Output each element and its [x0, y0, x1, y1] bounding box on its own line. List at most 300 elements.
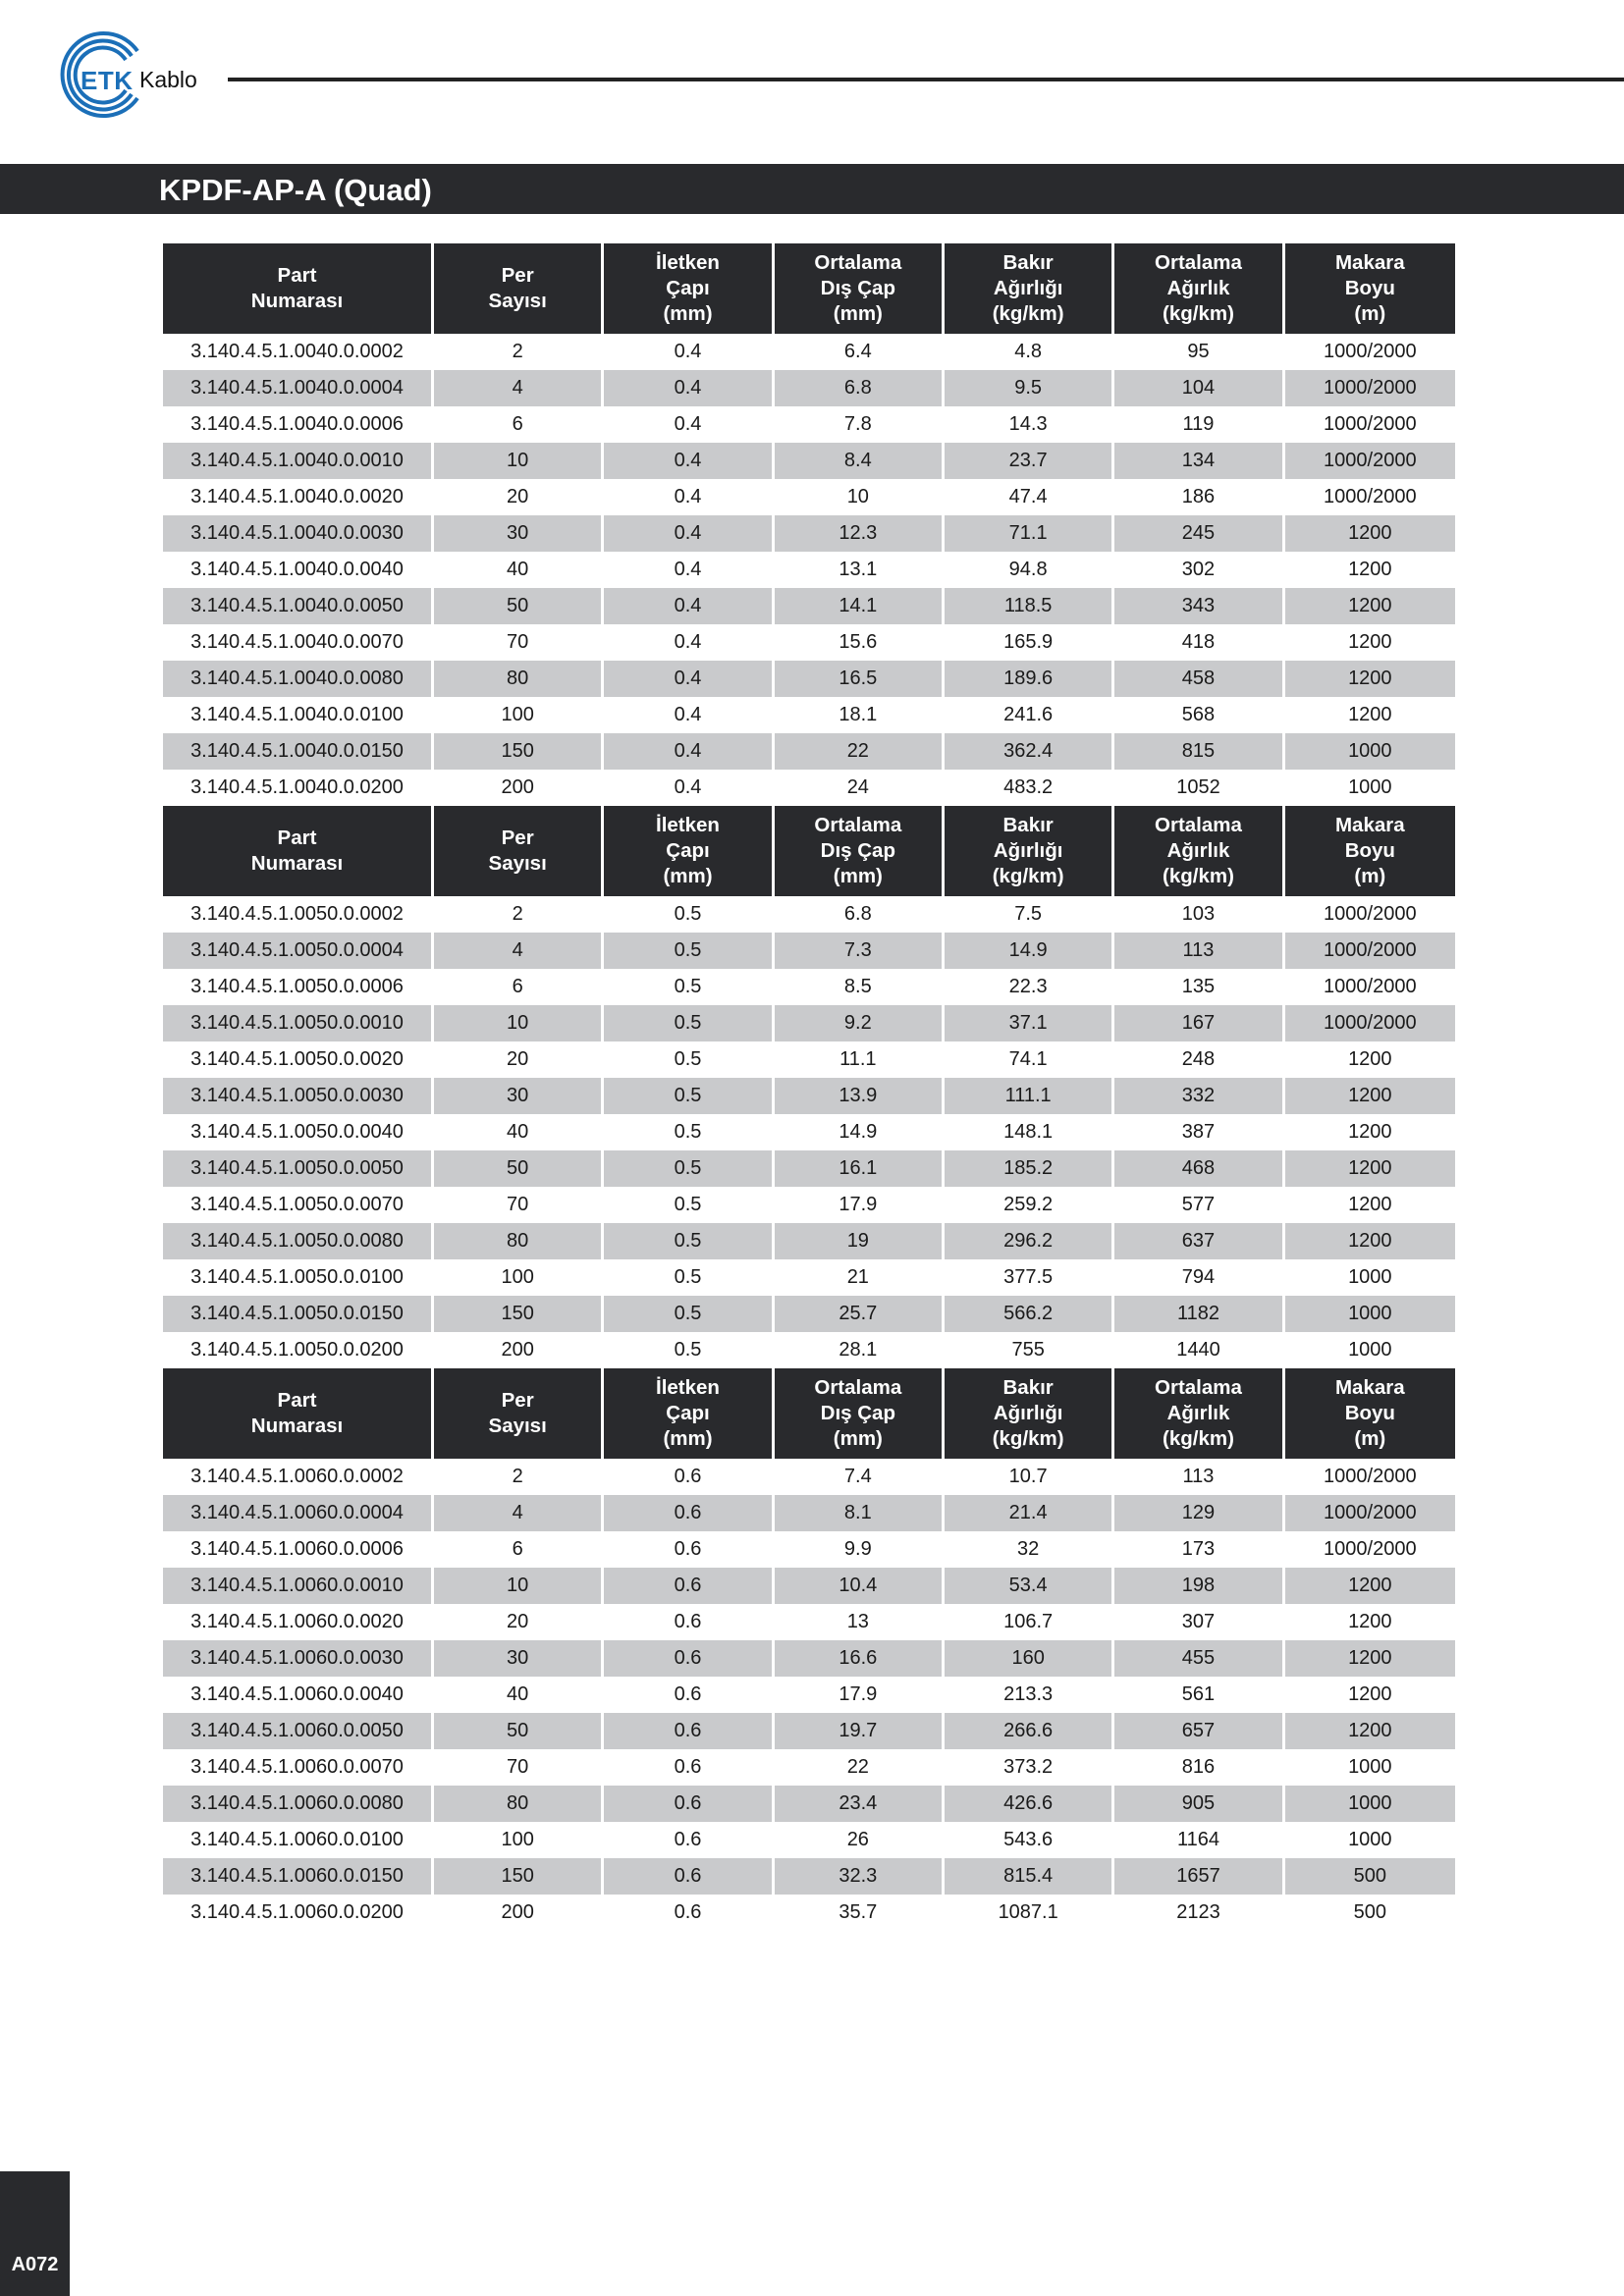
cell-avg-weight: 815 [1114, 733, 1284, 770]
column-header-pair-count [434, 243, 604, 334]
column-header-line: Ortalama [814, 814, 902, 836]
column-header-line: (kg/km) [992, 865, 1064, 887]
cell-part-number: 3.140.4.5.1.0060.0.0200 [163, 1895, 434, 1931]
cell-copper-weight: 14.3 [945, 406, 1114, 443]
cell-outer-diameter: 16.1 [775, 1150, 945, 1187]
cell-part-number: 3.140.4.5.1.0060.0.0006 [163, 1531, 434, 1568]
logo-name: Kablo [139, 67, 197, 92]
cell-conductor-diameter: 0.5 [604, 1114, 774, 1150]
cell-avg-weight: 113 [1114, 933, 1284, 969]
cell-pair-count: 150 [434, 1296, 604, 1332]
cell-pair-count: 6 [434, 969, 604, 1005]
cell-conductor-diameter: 0.6 [604, 1495, 774, 1531]
cell-reel-length: 1200 [1285, 515, 1455, 552]
column-header-line: (kg/km) [1163, 1427, 1234, 1450]
cell-outer-diameter: 19.7 [775, 1713, 945, 1749]
cell-pair-count: 150 [434, 733, 604, 770]
column-header-line: Dış Çap [820, 277, 895, 299]
column-header-line: İletken [656, 814, 720, 836]
column-header-copper-weight [945, 243, 1114, 334]
cell-outer-diameter: 22 [775, 733, 945, 770]
column-header-line: İletken [656, 1376, 720, 1399]
cell-pair-count: 200 [434, 1895, 604, 1931]
column-header-line: Ağırlık [1166, 277, 1230, 299]
table-row [163, 1332, 1455, 1368]
cell-part-number: 3.140.4.5.1.0040.0.0200 [163, 770, 434, 806]
cell-part-number: 3.140.4.5.1.0040.0.0030 [163, 515, 434, 552]
cell-avg-weight: 119 [1114, 406, 1284, 443]
cell-copper-weight: 241.6 [945, 697, 1114, 733]
cell-outer-diameter: 24 [775, 770, 945, 806]
cell-reel-length: 1200 [1285, 1568, 1455, 1604]
cell-reel-length: 1200 [1348, 1683, 1392, 1705]
column-header-line: İletken [656, 251, 720, 274]
cell-outer-diameter: 7.3 [775, 933, 945, 969]
cell-avg-weight: 104 [1114, 370, 1284, 406]
cell-reel-length: 1000/2000 [1324, 486, 1417, 507]
column-header-line: Makara [1334, 814, 1405, 836]
cell-part-number: 3.140.4.5.1.0060.0.0010 [163, 1568, 434, 1604]
column-header-line: Sayısı [488, 852, 547, 875]
cell-conductor-diameter: 0.4 [604, 697, 774, 733]
cell-outer-diameter: 32.3 [775, 1858, 945, 1895]
cell-reel-length: 1000/2000 [1285, 933, 1455, 969]
cell-pair-count: 30 [434, 1640, 604, 1677]
cell-pair-count: 100 [434, 697, 604, 733]
cell-part-number: 3.140.4.5.1.0040.0.0004 [163, 370, 434, 406]
column-header-part-number [163, 1368, 434, 1459]
column-header-line: Makara [1334, 1376, 1405, 1399]
cell-avg-weight: 103 [1114, 896, 1284, 933]
cell-avg-weight: 577 [1114, 1187, 1284, 1223]
column-header-line: Ortalama [814, 1376, 902, 1399]
cell-part-number: 3.140.4.5.1.0060.0.0030 [163, 1640, 434, 1677]
cell-copper-weight: 483.2 [945, 770, 1114, 806]
cell-part-number: 3.140.4.5.1.0050.0.0150 [163, 1296, 434, 1332]
column-header-line: Numarası [250, 290, 344, 312]
cell-avg-weight: 561 [1114, 1677, 1284, 1713]
cell-conductor-diameter: 0.5 [604, 1150, 774, 1187]
cell-avg-weight: 455 [1114, 1640, 1284, 1677]
table-row [163, 1259, 1455, 1296]
cell-outer-diameter: 8.4 [775, 443, 945, 479]
column-header-line: Dış Çap [820, 1402, 895, 1424]
table-row [163, 334, 1455, 370]
cell-outer-diameter: 13.1 [775, 552, 945, 588]
cell-reel-length: 1200 [1348, 1194, 1392, 1215]
cell-conductor-diameter: 0.5 [604, 1078, 774, 1114]
cell-part-number: 3.140.4.5.1.0060.0.0050 [163, 1713, 434, 1749]
cell-part-number: 3.140.4.5.1.0040.0.0100 [163, 697, 434, 733]
cell-pair-count: 80 [434, 1786, 604, 1822]
cell-conductor-diameter: 0.5 [604, 1005, 774, 1041]
column-header-avg-weight [1114, 806, 1284, 896]
table-row [163, 406, 1455, 443]
cell-copper-weight: 9.5 [945, 370, 1114, 406]
cell-conductor-diameter: 0.5 [604, 1041, 774, 1078]
cell-conductor-diameter: 0.6 [604, 1531, 774, 1568]
column-header-reel-length [1285, 243, 1455, 334]
column-header-conductor-diameter [604, 806, 774, 896]
cell-avg-weight: 343 [1114, 588, 1284, 624]
cell-pair-count: 2 [434, 896, 604, 933]
cell-outer-diameter: 16.5 [775, 661, 945, 697]
cell-avg-weight: 167 [1114, 1005, 1284, 1041]
column-header-outer-diameter [775, 1368, 945, 1459]
table-row [163, 1895, 1455, 1931]
cell-reel-length: 1200 [1348, 1611, 1392, 1632]
cell-avg-weight: 1440 [1114, 1332, 1284, 1368]
column-header-pair-count [434, 1368, 604, 1459]
column-header-copper-weight [945, 806, 1114, 896]
column-header-line: (m) [1354, 1427, 1386, 1450]
cell-outer-diameter: 9.9 [775, 1531, 945, 1568]
column-header-line: (kg/km) [1163, 302, 1234, 325]
cell-copper-weight: 14.9 [945, 933, 1114, 969]
cell-conductor-diameter: 0.4 [604, 733, 774, 770]
cell-pair-count: 70 [434, 1187, 604, 1223]
column-header-line: Bakır [1002, 814, 1054, 836]
cell-avg-weight: 568 [1114, 697, 1284, 733]
cell-pair-count: 10 [434, 443, 604, 479]
table-row [163, 1858, 1455, 1895]
table-row [163, 1041, 1455, 1078]
cell-avg-weight: 245 [1114, 515, 1284, 552]
column-header-copper-weight [945, 1368, 1114, 1459]
cell-pair-count: 10 [434, 1568, 604, 1604]
cell-part-number: 3.140.4.5.1.0050.0.0200 [163, 1332, 434, 1368]
table-row [163, 770, 1455, 806]
table-row [163, 1495, 1455, 1531]
column-header-conductor-diameter [604, 243, 774, 334]
cell-conductor-diameter: 0.6 [604, 1640, 774, 1677]
cell-avg-weight: 113 [1114, 1459, 1284, 1495]
cell-reel-length: 1200 [1348, 559, 1392, 580]
cell-avg-weight: 129 [1114, 1495, 1284, 1531]
column-header-line: (kg/km) [992, 302, 1064, 325]
cell-reel-length: 1200 [1285, 1078, 1455, 1114]
column-header-line: Ortalama [814, 251, 902, 274]
cell-reel-length: 500 [1285, 1858, 1455, 1895]
cell-part-number: 3.140.4.5.1.0060.0.0020 [163, 1604, 434, 1640]
cell-reel-length: 1000/2000 [1285, 370, 1455, 406]
column-header-line: (mm) [663, 865, 713, 887]
cell-outer-diameter: 19 [775, 1223, 945, 1259]
cell-part-number: 3.140.4.5.1.0040.0.0150 [163, 733, 434, 770]
column-header-line: (mm) [663, 302, 713, 325]
cell-part-number: 3.140.4.5.1.0050.0.0010 [163, 1005, 434, 1041]
cell-reel-length: 500 [1353, 1901, 1386, 1923]
cell-reel-length: 1200 [1285, 1713, 1455, 1749]
column-header-line: Ağırlık [1166, 1402, 1230, 1424]
cell-part-number: 3.140.4.5.1.0060.0.0080 [163, 1786, 434, 1822]
column-header-line: Per [501, 264, 534, 287]
cell-conductor-diameter: 0.4 [604, 624, 774, 661]
cell-copper-weight: 543.6 [945, 1822, 1114, 1858]
table-row [163, 515, 1455, 552]
cell-part-number: 3.140.4.5.1.0060.0.0100 [163, 1822, 434, 1858]
column-header-line: Ortalama [1155, 251, 1242, 274]
cell-outer-diameter: 21 [775, 1259, 945, 1296]
cell-avg-weight: 816 [1114, 1749, 1284, 1786]
cell-pair-count: 20 [434, 1041, 604, 1078]
cell-pair-count: 30 [434, 515, 604, 552]
column-header-line: Bakır [1002, 251, 1054, 274]
header-rule [228, 78, 1624, 81]
cell-pair-count: 200 [434, 770, 604, 806]
cell-pair-count: 50 [434, 588, 604, 624]
cell-reel-length: 1200 [1348, 1048, 1392, 1070]
cell-part-number: 3.140.4.5.1.0050.0.0070 [163, 1187, 434, 1223]
column-header-line: Per [501, 1389, 534, 1412]
cell-pair-count: 20 [434, 1604, 604, 1640]
cell-part-number: 3.140.4.5.1.0040.0.0020 [163, 479, 434, 515]
cell-conductor-diameter: 0.6 [604, 1822, 774, 1858]
cell-reel-length: 1000 [1285, 1786, 1455, 1822]
table-row [163, 697, 1455, 733]
table-row [163, 624, 1455, 661]
cell-avg-weight: 2123 [1114, 1895, 1284, 1931]
column-header-line: Ağırlığı [993, 1402, 1063, 1424]
cell-copper-weight: 10.7 [945, 1459, 1114, 1495]
cell-conductor-diameter: 0.4 [604, 334, 774, 370]
cell-reel-length: 1200 [1348, 631, 1392, 653]
column-header-part-number [163, 806, 434, 896]
cell-avg-weight: 307 [1114, 1604, 1284, 1640]
column-header-line: Part [277, 827, 317, 849]
cell-copper-weight: 1087.1 [945, 1895, 1114, 1931]
cell-avg-weight: 418 [1114, 624, 1284, 661]
cell-pair-count: 100 [434, 1822, 604, 1858]
table-row [163, 733, 1455, 770]
table-row [163, 443, 1455, 479]
cell-pair-count: 40 [434, 1114, 604, 1150]
column-header-line: Ortalama [1155, 1376, 1242, 1399]
cell-conductor-diameter: 0.6 [604, 1677, 774, 1713]
table-row [163, 1822, 1455, 1858]
table-row [163, 479, 1455, 515]
cell-conductor-diameter: 0.5 [604, 1223, 774, 1259]
cell-reel-length: 1000 [1285, 1296, 1455, 1332]
cell-outer-diameter: 16.6 [775, 1640, 945, 1677]
cell-conductor-diameter: 0.6 [604, 1713, 774, 1749]
column-header-line: (mm) [833, 302, 883, 325]
cell-conductor-diameter: 0.4 [604, 370, 774, 406]
cell-pair-count: 2 [434, 334, 604, 370]
table-row [163, 1531, 1455, 1568]
logo-mark: ETK [81, 66, 134, 95]
table-row [163, 370, 1455, 406]
cell-conductor-diameter: 0.4 [604, 443, 774, 479]
table-row [163, 1640, 1455, 1677]
cell-copper-weight: 160 [945, 1640, 1114, 1677]
column-header-outer-diameter [775, 243, 945, 334]
cell-avg-weight: 95 [1114, 334, 1284, 370]
cell-conductor-diameter: 0.5 [604, 1259, 774, 1296]
column-header-line: Ağırlığı [993, 277, 1063, 299]
cell-copper-weight: 426.6 [945, 1786, 1114, 1822]
cell-avg-weight: 1657 [1114, 1858, 1284, 1895]
cell-part-number: 3.140.4.5.1.0040.0.0070 [163, 624, 434, 661]
table-row [163, 1114, 1455, 1150]
cell-conductor-diameter: 0.4 [604, 661, 774, 697]
cell-outer-diameter: 6.8 [775, 896, 945, 933]
cell-part-number: 3.140.4.5.1.0040.0.0040 [163, 552, 434, 588]
column-header-line: Ortalama [1155, 814, 1242, 836]
table-row [163, 896, 1455, 933]
cell-reel-length: 1000/2000 [1285, 1005, 1455, 1041]
cell-part-number: 3.140.4.5.1.0040.0.0006 [163, 406, 434, 443]
column-header-part-number [163, 243, 434, 334]
column-header-line: (mm) [833, 1427, 883, 1450]
column-header-line: Boyu [1344, 277, 1395, 299]
cell-copper-weight: 53.4 [945, 1568, 1114, 1604]
cell-outer-diameter: 18.1 [775, 697, 945, 733]
table-row [163, 552, 1455, 588]
column-header-outer-diameter [775, 806, 945, 896]
cell-copper-weight: 37.1 [945, 1005, 1114, 1041]
cell-conductor-diameter: 0.4 [604, 588, 774, 624]
cell-pair-count: 4 [434, 933, 604, 969]
cell-avg-weight: 332 [1114, 1078, 1284, 1114]
cell-copper-weight: 755 [945, 1332, 1114, 1368]
cell-outer-diameter: 14.1 [775, 588, 945, 624]
cell-avg-weight: 657 [1114, 1713, 1284, 1749]
cell-reel-length: 1000 [1348, 1756, 1392, 1778]
cell-pair-count: 4 [434, 1495, 604, 1531]
cell-outer-diameter: 7.8 [775, 406, 945, 443]
spec-table [163, 243, 1455, 1931]
table-row [163, 1005, 1455, 1041]
cell-avg-weight: 134 [1114, 443, 1284, 479]
column-header-reel-length [1285, 1368, 1455, 1459]
cell-conductor-diameter: 0.5 [604, 1187, 774, 1223]
cell-part-number: 3.140.4.5.1.0050.0.0002 [163, 896, 434, 933]
cell-conductor-diameter: 0.5 [604, 1296, 774, 1332]
cell-avg-weight: 1164 [1114, 1822, 1284, 1858]
cell-outer-diameter: 9.2 [775, 1005, 945, 1041]
cell-outer-diameter: 8.5 [775, 969, 945, 1005]
cell-pair-count: 100 [434, 1259, 604, 1296]
spec-table-container [163, 243, 1455, 1931]
cell-pair-count: 10 [434, 1005, 604, 1041]
cell-conductor-diameter: 0.6 [604, 1786, 774, 1822]
cell-pair-count: 6 [434, 1531, 604, 1568]
cell-part-number: 3.140.4.5.1.0050.0.0100 [163, 1259, 434, 1296]
cell-part-number: 3.140.4.5.1.0050.0.0050 [163, 1150, 434, 1187]
cell-outer-diameter: 25.7 [775, 1296, 945, 1332]
cell-avg-weight: 1182 [1114, 1296, 1284, 1332]
table-row [163, 969, 1455, 1005]
column-header-reel-length [1285, 806, 1455, 896]
cell-pair-count: 70 [434, 624, 604, 661]
column-header-line: Çapı [666, 839, 710, 862]
cell-avg-weight: 302 [1114, 552, 1284, 588]
cell-reel-length: 1000/2000 [1324, 341, 1417, 362]
cell-copper-weight: 21.4 [945, 1495, 1114, 1531]
cell-pair-count: 6 [434, 406, 604, 443]
cell-copper-weight: 377.5 [945, 1259, 1114, 1296]
cell-copper-weight: 94.8 [945, 552, 1114, 588]
cell-part-number: 3.140.4.5.1.0050.0.0020 [163, 1041, 434, 1078]
column-header-line: Çapı [666, 277, 710, 299]
cell-outer-diameter: 7.4 [775, 1459, 945, 1495]
cell-copper-weight: 148.1 [945, 1114, 1114, 1150]
cell-pair-count: 20 [434, 479, 604, 515]
cell-pair-count: 70 [434, 1749, 604, 1786]
cell-copper-weight: 118.5 [945, 588, 1114, 624]
cell-copper-weight: 106.7 [945, 1604, 1114, 1640]
cell-conductor-diameter: 0.5 [604, 969, 774, 1005]
cell-pair-count: 2 [434, 1459, 604, 1495]
cell-part-number: 3.140.4.5.1.0040.0.0050 [163, 588, 434, 624]
cell-pair-count: 40 [434, 1677, 604, 1713]
cell-conductor-diameter: 0.4 [604, 770, 774, 806]
cell-part-number: 3.140.4.5.1.0050.0.0080 [163, 1223, 434, 1259]
cell-avg-weight: 468 [1114, 1150, 1284, 1187]
cell-avg-weight: 186 [1114, 479, 1284, 515]
cell-reel-length: 1000/2000 [1324, 903, 1417, 925]
page-number: A072 [11, 2254, 59, 2275]
cell-outer-diameter: 26 [775, 1822, 945, 1858]
cell-reel-length: 1200 [1285, 1223, 1455, 1259]
cell-avg-weight: 458 [1114, 661, 1284, 697]
cell-part-number: 3.140.4.5.1.0060.0.0004 [163, 1495, 434, 1531]
cell-part-number: 3.140.4.5.1.0050.0.0040 [163, 1114, 434, 1150]
cell-copper-weight: 213.3 [945, 1677, 1114, 1713]
cell-copper-weight: 165.9 [945, 624, 1114, 661]
table-row [163, 1459, 1455, 1495]
table-row [163, 1713, 1455, 1749]
cell-conductor-diameter: 0.5 [604, 933, 774, 969]
cell-reel-length: 1200 [1285, 1150, 1455, 1187]
cell-outer-diameter: 13 [775, 1604, 945, 1640]
cell-copper-weight: 259.2 [945, 1187, 1114, 1223]
table-row [163, 1604, 1455, 1640]
cell-part-number: 3.140.4.5.1.0040.0.0002 [163, 334, 434, 370]
cell-reel-length: 1000/2000 [1324, 976, 1417, 997]
column-header-line: Dış Çap [820, 839, 895, 862]
cell-reel-length: 1000 [1348, 776, 1392, 798]
cell-copper-weight: 71.1 [945, 515, 1114, 552]
table-row [163, 661, 1455, 697]
column-header-line: Çapı [666, 1402, 710, 1424]
cell-outer-diameter: 13.9 [775, 1078, 945, 1114]
cell-reel-length: 1000/2000 [1324, 1538, 1417, 1560]
table-row [163, 1296, 1455, 1332]
cell-part-number: 3.140.4.5.1.0040.0.0010 [163, 443, 434, 479]
cell-conductor-diameter: 0.4 [604, 515, 774, 552]
cell-conductor-diameter: 0.4 [604, 479, 774, 515]
cell-avg-weight: 248 [1114, 1041, 1284, 1078]
column-header-line: Makara [1334, 251, 1405, 274]
table-row [163, 1078, 1455, 1114]
title-bar [0, 164, 1624, 214]
cell-conductor-diameter: 0.5 [604, 1332, 774, 1368]
cell-avg-weight: 794 [1114, 1259, 1284, 1296]
cell-reel-length: 1000/2000 [1324, 413, 1417, 435]
cell-outer-diameter: 15.6 [775, 624, 945, 661]
cell-pair-count: 40 [434, 552, 604, 588]
cell-part-number: 3.140.4.5.1.0060.0.0040 [163, 1677, 434, 1713]
table-row [163, 1223, 1455, 1259]
cell-pair-count: 80 [434, 661, 604, 697]
cell-reel-length: 1000 [1348, 1266, 1392, 1288]
cell-part-number: 3.140.4.5.1.0050.0.0006 [163, 969, 434, 1005]
cell-outer-diameter: 11.1 [775, 1041, 945, 1078]
cell-outer-diameter: 10.4 [775, 1568, 945, 1604]
cell-copper-weight: 373.2 [945, 1749, 1114, 1786]
